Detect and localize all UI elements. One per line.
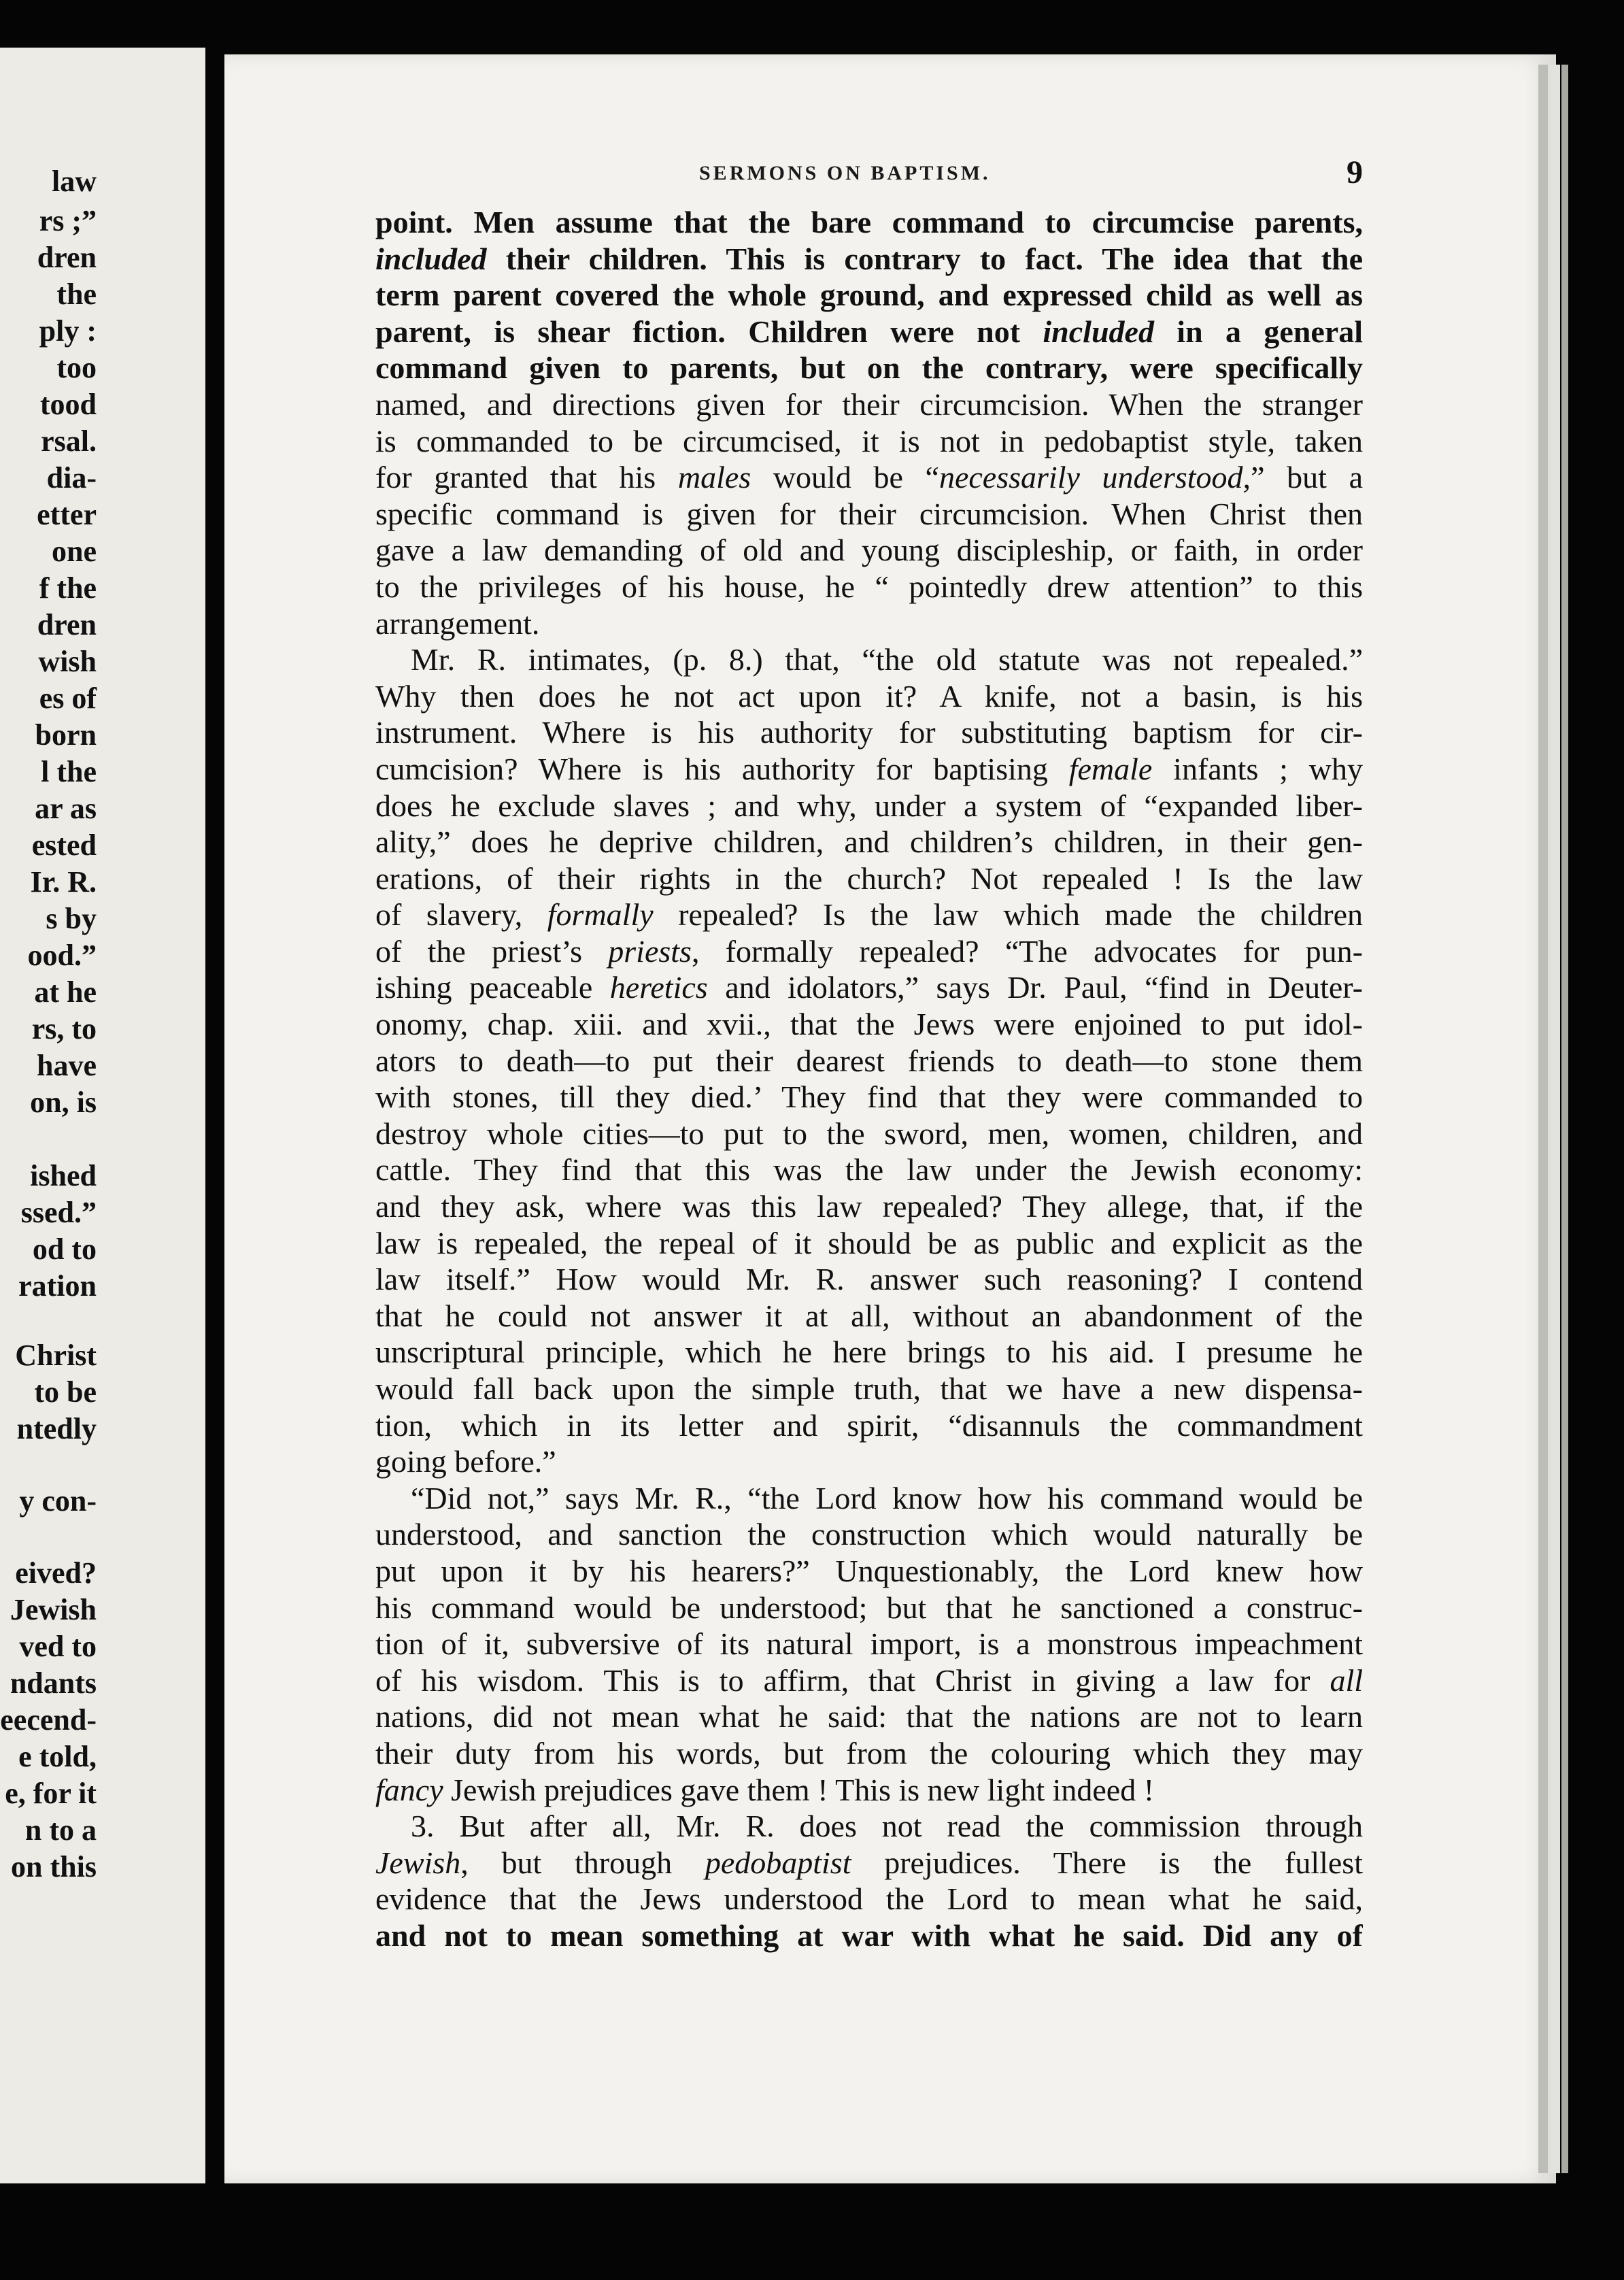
text-line: of the priest’s priests, formally repealed? “The advocates for pun- [375,933,1363,969]
left-page-fragment: tood [39,388,97,421]
text-line: would fall back upon the simple truth, that we have a new dispensa- [375,1371,1363,1406]
left-page-fragment: Ir. R. [30,865,97,899]
left-page-fragment: rsal. [41,424,97,458]
text-line: included their children. This is contrary to fact. The idea that the [375,241,1363,276]
left-page-fragment: law [52,165,97,198]
text-line: to the privileges of his house, he “ pointedly drew attention” to this [375,569,1363,604]
text-line: put upon it by his hearers?” Unquestionably, the Lord knew how [375,1553,1363,1588]
page-edge [1538,65,1548,2173]
text-line: destroy whole cities—to put to the sword, men, women, children, and [375,1116,1363,1151]
left-page-fragment: ished [30,1159,97,1192]
left-page-fragment: rs ;” [39,204,97,237]
left-page-fragment: ndants [10,1666,97,1700]
left-page-fragment: ply : [39,314,97,348]
left-page-fragment: have [37,1049,97,1082]
text-line: unscriptural principle, which he here brings to his aid. I presume he [375,1335,1363,1370]
page-header [375,154,1363,199]
left-page-fragment: to be [34,1375,97,1409]
left-page-fragment: one [52,535,97,568]
text-line: specific command is given for their circumcision. When Christ then [375,496,1363,531]
left-page-fragment: s by [46,902,97,935]
text-line: erations, of their rights in the church? Not repealed ! Is the law [375,860,1363,896]
text-line: parent, is shear fiction. Children were not included in a general [375,314,1363,349]
text-line: named, and directions given for their circumcision. When the stranger [375,386,1363,422]
text-line: gave a law demanding of old and young discipleship, or faith, in order [375,533,1363,568]
text-line: going before.” [375,1444,556,1479]
page-edge [1551,65,1560,2173]
left-page-fragment: f the [39,571,97,605]
text-line: and not to mean something at war with what he said. Did any of [375,1917,1363,1953]
text-line: of his wisdom. This is to affirm, that Christ in giving a law for all [375,1662,1363,1698]
left-page-fragment: l the [41,755,97,788]
text-line: cumcision? Where is his authority for baptising female infants ; why [375,751,1363,786]
page-number: 9 [1347,154,1363,190]
text-line: fancy Jewish prejudices gave them ! This is new light indeed ! [375,1772,1155,1807]
text-line: “Did not,” says Mr. R., “the Lord know how his command would be [411,1480,1363,1515]
left-page-fragment: ved to [19,1630,97,1663]
text-line: understood, and sanction the construction which would naturally be [375,1517,1363,1552]
text-line: law is repealed, the repeal of it should be as public and explicit as the [375,1225,1363,1260]
text-line: for granted that his males would be “necessarily understood,” but a [375,460,1363,495]
left-page-fragment: born [35,718,97,752]
text-line: tion of it, subversive of its natural import, is a monstrous impeachment [375,1626,1363,1662]
page-edge [1561,65,1568,2173]
left-page-fragment: ntedly [16,1412,97,1445]
left-page-fragment: Christ [15,1339,97,1372]
text-line: is commanded to be circumcised, it is not in pedobaptist style, taken [375,423,1363,458]
left-page-fragment: od to [32,1233,97,1266]
text-line: instrument. Where is his authority for substituting baptism for cir- [375,715,1363,750]
left-page-fragment: y con- [19,1484,97,1518]
text-line: 3. But after all, Mr. R. does not read the commission through [411,1809,1363,1844]
text-line: onomy, chap. xiii. and xvii., that the Jews were enjoined to put idol- [375,1007,1363,1042]
left-page-fragment: etter [37,498,97,531]
text-line: ators to death—to put their dearest friends to death—to stone them [375,1043,1363,1078]
text-line: term parent covered the whole ground, and expressed child as well as [375,278,1363,313]
left-page-fragment: e told, [18,1740,97,1773]
text-line: command given to parents, but on the contrary, were specifically [375,350,1363,386]
previous-page-strip [0,48,205,2183]
left-page-fragment: Jewish [10,1593,97,1626]
left-page-fragment: ration [18,1269,97,1303]
text-line: ishing peaceable heretics and idolators,” says Dr. Paul, “find in Deuter- [375,970,1363,1005]
text-line: evidence that the Jews understood the Lord to mean what he said, [375,1881,1363,1917]
left-page-fragment: rs, to [31,1012,97,1045]
left-page-fragment: too [56,351,97,384]
text-line: tion, which in its letter and spirit, “disannuls the commandment [375,1407,1363,1443]
text-line: Why then does he not act upon it? A knife, not a basin, is his [375,678,1363,714]
left-page-fragment: dia- [46,461,97,494]
left-page-fragment: at he [34,975,97,1009]
text-line: his command would be understood; but that he sanctioned a construc- [375,1590,1363,1625]
left-page-fragment: dren [37,608,97,641]
text-line: that he could not answer it at all, without an abandonment of the [375,1298,1363,1333]
left-page-fragment: wish [38,645,97,678]
left-page-fragment: e, for it [5,1777,97,1810]
text-line: does he exclude slaves ; and why, under a system of “expanded liber- [375,788,1363,823]
text-line: their duty from his words, but from the colouring which they may [375,1735,1363,1771]
left-page-fragment: on, is [30,1086,97,1119]
text-line: Jewish, but through pedobaptist prejudices. There is the fullest [375,1845,1363,1880]
left-page-fragment: on this [11,1850,97,1883]
left-page-fragment: eecend- [0,1703,97,1737]
text-line: cattle. They find that this was the law under the Jewish economy: [375,1152,1363,1188]
left-page-fragment: n to a [24,1813,97,1847]
left-page-fragment: ood.” [27,939,97,972]
text-line: Mr. R. intimates, (p. 8.) that, “the old statute was not repealed.” [411,642,1363,677]
left-page-fragment: eived? [15,1556,97,1590]
left-page-fragment: the [56,278,97,311]
text-line: and they ask, where was this law repealed? They allege, that, if the [375,1189,1363,1224]
text-line: arrangement. [375,605,540,641]
text-line: of slavery, formally repealed? Is the law which made the children [375,897,1363,933]
text-line: ality,” does he deprive children, and children’s children, in their gen- [375,824,1363,860]
left-page-fragment: ar as [35,792,97,825]
text-line: point. Men assume that the bare command to circumcise parents, [375,205,1363,239]
running-title: SERMONS ON BAPTISM. [699,162,991,184]
page-body [375,204,1363,1954]
text-line: nations, did not mean what he said: that the nations are not to learn [375,1699,1363,1734]
left-page-fragment: ested [31,828,97,862]
left-page-fragment: ssed.” [20,1196,97,1229]
text-line: law itself.” How would Mr. R. answer such reasoning? I contend [375,1262,1363,1297]
left-page-fragment: dren [37,241,97,274]
text-line: with stones, till they died.’ They find that they were commanded to [375,1079,1363,1115]
left-page-fragment: es of [39,682,97,715]
